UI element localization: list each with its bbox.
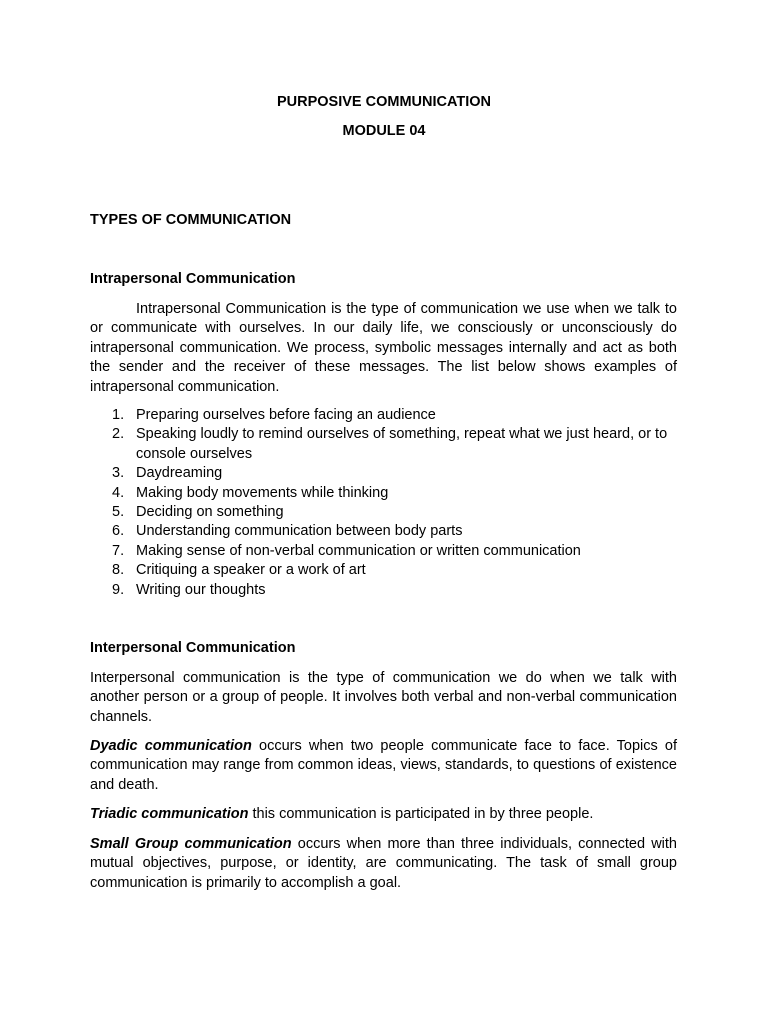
types-heading: TYPES OF COMMUNICATION: [90, 212, 292, 228]
intrapersonal-heading: Intrapersonal Communication: [90, 271, 296, 287]
list-item: [90, 484, 677, 503]
list-item-number: 1.: [112, 407, 125, 423]
list-item-text: Understanding communication between body parts: [136, 523, 463, 540]
list-item: [90, 561, 677, 580]
list-item: [90, 503, 677, 522]
intrapersonal-examples-list: [90, 406, 677, 600]
triadic-term: Triadic communication: [90, 806, 249, 822]
dyadic-paragraph: [90, 737, 677, 795]
list-item: [90, 464, 677, 483]
triadic-description: this communication is participated in by three people.: [248, 806, 594, 822]
list-item-number: 2.: [112, 426, 125, 443]
list-item-number: 7.: [112, 542, 125, 559]
list-item-text: Deciding on something: [136, 504, 284, 521]
list-item: [90, 522, 677, 541]
list-item-text: Preparing ourselves before facing an audience: [136, 407, 436, 423]
small-group-paragraph: [90, 835, 677, 893]
list-item-text: Writing our thoughts: [136, 581, 266, 598]
list-item-number: 6.: [112, 523, 125, 540]
list-item: [90, 406, 677, 425]
dyadic-description: occurs when two people communicate face to face. Topics of communication may range from common ideas, views, standards, to questions of existence and death.: [90, 738, 677, 793]
list-item-number: 9.: [112, 581, 125, 598]
dyadic-term: Dyadic communication: [90, 738, 252, 754]
interpersonal-heading: Interpersonal Communication: [90, 640, 296, 656]
list-item: [90, 425, 677, 464]
list-item: [90, 581, 677, 600]
list-item-text: Critiquing a speaker or a work of art: [136, 562, 366, 579]
list-item-number: 5.: [112, 504, 125, 521]
list-item-number: 3.: [112, 465, 125, 482]
interpersonal-paragraph: Interpersonal communication is the type of communication we do when we talk with another person or a group of people. It involves both verbal and non-verbal communication channels.: [90, 670, 677, 725]
list-item-number: 4.: [112, 484, 125, 501]
triadic-paragraph: [90, 805, 677, 824]
small-group-description: occurs when more than three individuals, connected with mutual objectives, purpose, or identity, are communicating. The task of small group communication is primarily to accomplish a goal.: [90, 836, 677, 891]
list-item-text: Daydreaming: [136, 465, 223, 482]
list-item: [90, 542, 677, 561]
module-number: MODULE 04: [342, 123, 426, 139]
list-item-number: 8.: [112, 562, 125, 579]
list-item-text: Making sense of non-verbal communication or written communication: [136, 542, 581, 559]
list-item-text: Making body movements while thinking: [136, 484, 389, 501]
list-item-text: Speaking loudly to remind ourselves of something, repeat what we just heard, or to console ourselves: [136, 426, 668, 462]
small-group-term: Small Group communication: [90, 836, 292, 852]
intrapersonal-paragraph: Intrapersonal Communication is the type of communication we use when we talk to or communicate with ourselves. In our daily life, we consciously or unconsciously do intrapersonal communication. We process, symbolic messages internally and act as both the sender and the receiver of these messages. The list below shows examples of intrapersonal communication.: [90, 301, 677, 395]
document-title: PURPOSIVE COMMUNICATION: [276, 94, 492, 110]
